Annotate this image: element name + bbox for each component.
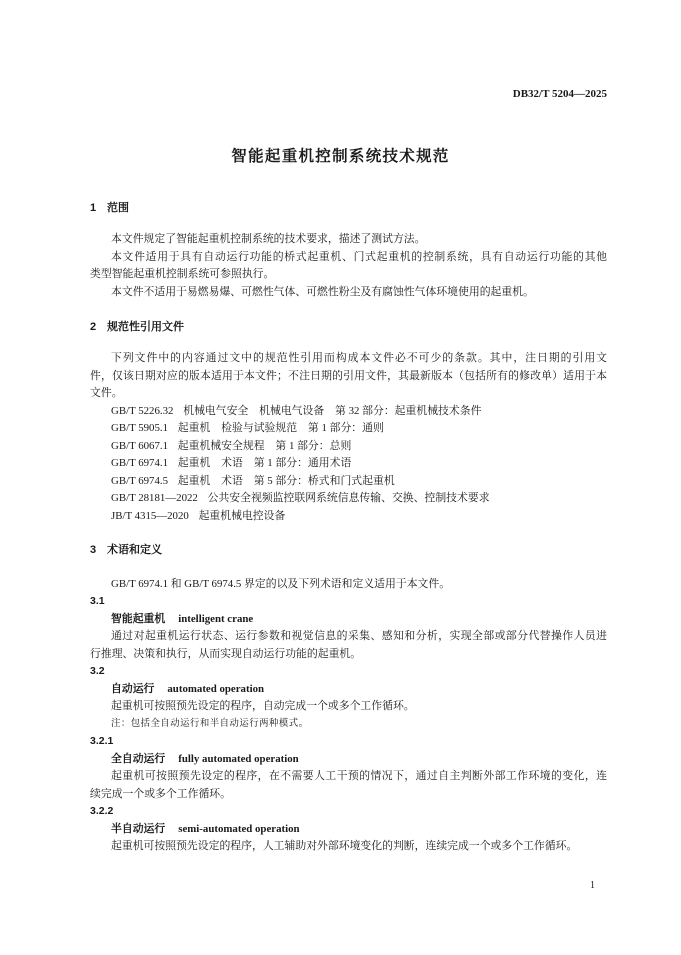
term-name-zh: 智能起重机 xyxy=(111,612,166,625)
paragraph-line: 文件。 xyxy=(90,387,123,400)
term-heading xyxy=(90,681,607,699)
reference-title: 起重机 术语 第 5 部分：桥式和门式起重机 xyxy=(177,474,395,487)
definition-line: 起重机可按照预先设定的程序，人工辅助对外部环境变化的判断，连续完成一个或多个工作循环。 xyxy=(111,840,578,853)
reference-title: 起重机 术语 第 1 部分：通用术语 xyxy=(177,457,352,470)
reference-code: GB/T 6067.1 xyxy=(111,439,169,452)
term-number: 3.2.1 xyxy=(90,735,114,748)
reference-item xyxy=(90,403,607,421)
section-heading xyxy=(90,319,607,337)
reference-title: 机械电气安全 机械电气设备 第 32 部分：起重机械技术条件 xyxy=(183,404,482,417)
reference-title: 起重机 检验与试验规范 第 1 部分：通则 xyxy=(177,422,384,435)
reference-item xyxy=(90,508,607,526)
section-heading xyxy=(90,542,607,560)
reference-title: 公共安全视频监控联网系统信息传输、交换、控制技术要求 xyxy=(207,492,490,505)
reference-item xyxy=(90,438,607,456)
term-heading xyxy=(90,611,607,629)
reference-code: GB/T 6974.5 xyxy=(111,474,169,487)
term-heading xyxy=(90,751,607,769)
reference-item xyxy=(90,420,607,438)
section-terms-and-definitions xyxy=(90,542,607,856)
definition-line: 起重机可按照预先设定的程序，自动完成一个或多个工作循环。 xyxy=(111,700,415,713)
paragraph-line: 本文件适用于具有自动运行功能的桥式起重机、门式起重机的控制系统，具有自动运行功能的其他 xyxy=(111,250,607,263)
document-number: DB32/T 5204—2025 xyxy=(512,88,607,100)
reference-code: GB/T 5905.1 xyxy=(111,422,169,435)
reference-item xyxy=(90,455,607,473)
paragraph-line: 本文件规定了智能起重机控制系统的技术要求，描述了测试方法。 xyxy=(111,233,426,246)
section-heading xyxy=(90,200,607,218)
reference-code: JB/T 4315—2020 xyxy=(111,509,189,522)
document-title: 智能起重机控制系统技术规范 xyxy=(231,148,450,165)
reference-code: GB/T 6974.1 xyxy=(111,457,169,470)
term-name-en: semi-automated operation xyxy=(178,822,300,835)
paragraph-line: 类型智能起重机控制系统可参照执行。 xyxy=(90,268,275,281)
term-number: 3.2.2 xyxy=(90,805,114,818)
term-name-en: intelligent crane xyxy=(178,612,254,625)
term-note: 注：包括全自动运行和半自动运行两种模式。 xyxy=(111,718,309,729)
page-number: 1 xyxy=(590,880,595,891)
section-title: 规范性引用文件 xyxy=(107,320,184,333)
section-number: 3 xyxy=(90,544,97,557)
term-name-zh: 半自动运行 xyxy=(111,822,166,835)
term-number: 3.2 xyxy=(90,665,105,678)
section-title: 术语和定义 xyxy=(107,544,162,557)
definition-line: 续完成一个或多个工作循环。 xyxy=(90,787,231,800)
reference-item xyxy=(90,473,607,491)
definition-line: 起重机可按照预先设定的程序，在不需要人工干预的情况下，通过自主判断外部工作环境的变化，连 xyxy=(111,770,607,783)
definition-line: 行推理、决策和执行，从而实现自动运行功能的起重机。 xyxy=(90,647,362,660)
paragraph-line: 本文件不适用于易燃易爆、可燃性气体、可燃性粉尘及有腐蚀性气体环境使用的起重机。 xyxy=(111,285,534,298)
reference-title: 起重机械电控设备 xyxy=(198,509,286,522)
reference-title: 起重机械安全规程 第 1 部分：总则 xyxy=(177,439,352,452)
term-name-en: automated operation xyxy=(167,682,265,695)
paragraph-line: GB/T 6974.1 和 GB/T 6974.5 界定的以及下列术语和定义适用于本文件。 xyxy=(111,577,451,590)
term-name-zh: 全自动运行 xyxy=(111,752,166,765)
term-heading xyxy=(90,821,607,839)
section-number: 2 xyxy=(90,320,97,333)
term-name-zh: 自动运行 xyxy=(111,682,155,695)
reference-code: GB/T 28181—2022 xyxy=(111,492,198,505)
section-title: 范围 xyxy=(107,202,129,215)
reference-item xyxy=(90,490,607,508)
document-body xyxy=(90,200,607,856)
section-number: 1 xyxy=(90,202,97,215)
reference-code: GB/T 5226.32 xyxy=(111,404,174,417)
paragraph-line: 件，仅该日期对应的版本适用于本文件；不注日期的引用文件，其最新版本（包括所有的修改单）适用于本 xyxy=(90,369,607,382)
term-name-en: fully automated operation xyxy=(178,752,299,765)
section-normative-references xyxy=(90,319,607,526)
term-number: 3.1 xyxy=(90,595,105,608)
section-scope xyxy=(90,200,607,301)
definition-line: 通过对起重机运行状态、运行参数和视觉信息的采集、感知和分析，实现全部或部分代替操作人员进 xyxy=(111,630,607,643)
paragraph-line: 下列文件中的内容通过文中的规范性引用而构成本文件必不可少的条款。其中，注日期的引用文 xyxy=(111,352,607,365)
